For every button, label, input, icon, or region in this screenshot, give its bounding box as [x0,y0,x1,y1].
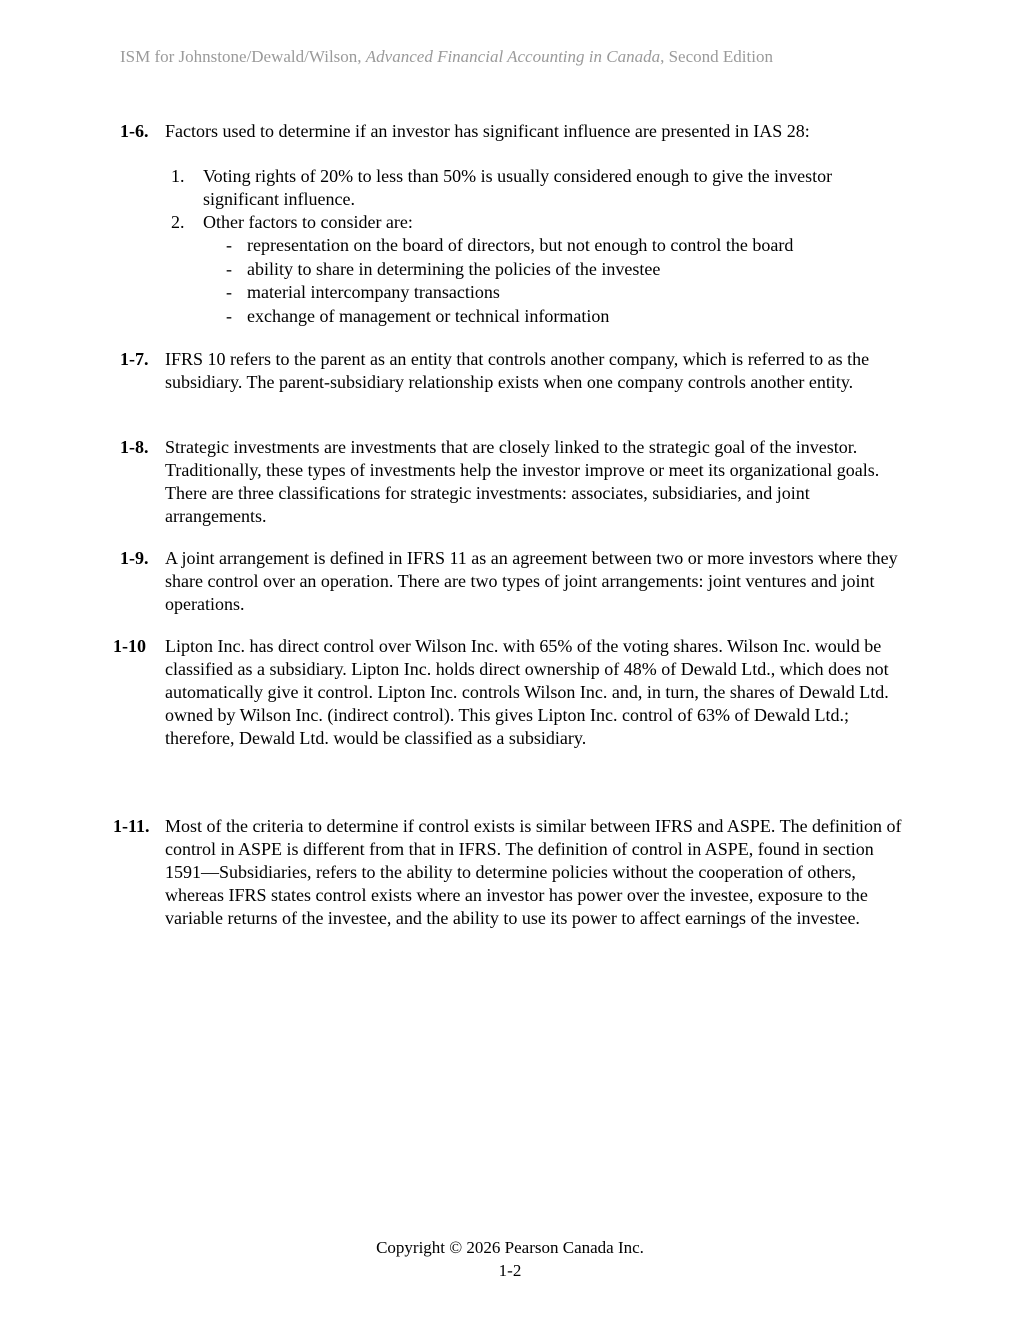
list-item [165,165,910,211]
answer-text: Most of the criteria to determine if control exists is similar between IFRS and ASPE. The definition of control in ASPE is different from that in IFRS. The definition of control in ASPE, found in section 1591—Subsidiaries, refers to the ability to determine policies without the cooperation of others, whereas IFRS states control exists where an investor has power over the investee, exposure to the variable returns of the investee, and the ability to use its power to affect earnings of the investee. [165,816,902,928]
question-answer [165,436,910,528]
dash-bullet: - [226,235,232,255]
question-number: 1-11. [113,816,150,836]
question-answer [165,547,910,616]
answer-text: IFRS 10 refers to the parent as an entity that controls another company, which is referred to as the subsidiary. The parent-subsidiary relationship exists when one company controls another entity. [165,349,870,392]
answer-text: A joint arrangement is defined in IFRS 11 as an agreement between two or more investors where they share control over an operation. There are two types of joint arrangements: joint ventures and joint operations. [165,548,898,614]
question-answer [165,635,910,750]
sub-list-item-text: material intercompany transactions [247,282,500,302]
sub-list-item [203,305,910,329]
question-answer [165,348,910,394]
sub-list-item [203,281,910,305]
sub-list-item-text: exchange of management or technical information [247,305,610,326]
answer-text: Lipton Inc. has direct control over Wilson Inc. with 65% of the voting shares. Wilson Inc. would be classified as a subsidiary. Lipton Inc. holds direct ownership of 48% of Dewald Ltd., which does not automatically give it control. Lipton Inc. controls Wilson Inc. and, in turn, the shares of Dewald Ltd. owned by Wilson Inc. (indirect control). This gives Lipton Inc. control of 63% of Dewald Ltd.; therefore, Dewald Ltd. would be classified as a subsidiary. [165,636,889,748]
list-item-text: Other factors to consider are: [203,212,413,232]
sub-factor-list [203,234,910,328]
list-item [165,211,910,328]
question-answer [165,815,910,930]
question-number: 1-9. [120,548,149,568]
sub-list-item-text: representation on the board of directors, but not enough to control the board [247,235,794,255]
question-number: 1-7. [120,349,149,369]
dash-bullet: - [226,258,232,279]
sub-list-item [203,234,910,258]
question-answer [165,120,910,328]
answer-intro: Factors used to determine if an investor has significant influence are presented in IAS 28: [165,121,810,141]
running-header [120,47,773,67]
header-prefix: ISM for Johnstone/Dewald/Wilson, [120,47,366,66]
dash-bullet: - [226,305,232,326]
sub-list-item [203,258,910,282]
dash-bullet: - [226,282,232,302]
copyright-notice: Copyright © 2026 Pearson Canada Inc. [376,1238,644,1257]
header-edition: , Second Edition [660,47,773,66]
answer-text: Strategic investments are investments that are closely linked to the strategic goal of the investor. Traditionally, these types of investments help the investor improve or meet its organizational goals. There are three classifications for strategic investments: associates, subsidiaries, and joint arrangements. [165,437,880,526]
page-footer [0,1236,1020,1282]
question-number: 1-8. [120,437,149,457]
sub-list-item-text: ability to share in determining the policies of the investee [247,258,661,279]
header-book-title: Advanced Financial Accounting in Canada [365,47,661,66]
question-number: 1-6. [120,121,149,141]
list-item-number: 1. [171,166,185,186]
factor-list [165,165,910,328]
list-item-number: 2. [171,212,185,232]
page-number: 1-2 [498,1261,522,1280]
question-number: 1-10 [113,636,146,656]
list-item-text: Voting rights of 20% to less than 50% is usually considered enough to give the investor significant influence. [203,166,833,209]
